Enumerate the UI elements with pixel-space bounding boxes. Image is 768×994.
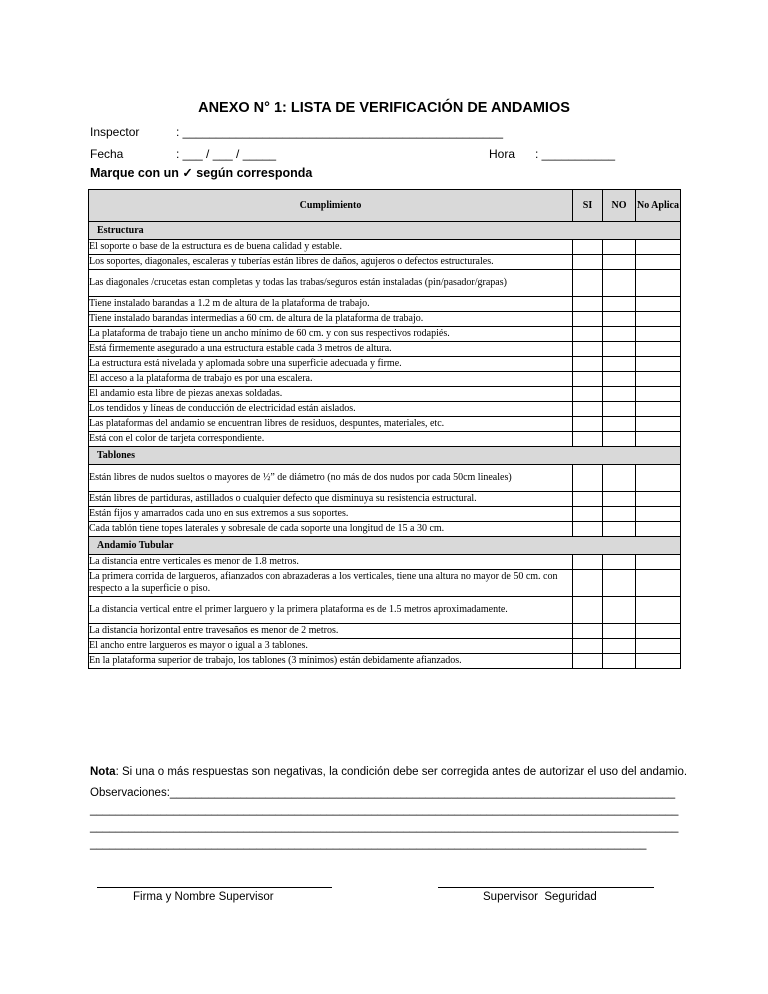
table-row xyxy=(89,402,681,417)
hora-field[interactable]: : ___________ xyxy=(535,147,616,161)
table-row xyxy=(89,465,681,492)
checkbox-si[interactable] xyxy=(573,240,603,255)
table-row xyxy=(89,372,681,387)
checkbox-no[interactable] xyxy=(603,432,636,447)
checklist-item-text: La distancia entre verticales es menor de 1.8 metros. xyxy=(89,555,573,570)
checkbox-no-aplica[interactable] xyxy=(636,492,681,507)
checkbox-no-aplica[interactable] xyxy=(636,417,681,432)
checkbox-no-aplica[interactable] xyxy=(636,372,681,387)
checklist-item-text: Las diagonales /crucetas estan completas y todas las trabas/seguros están instaladas (pin/pasador/grapas) xyxy=(89,270,573,297)
instruction-text: Marque con un ✓ según corresponda xyxy=(90,166,313,180)
section-row xyxy=(89,222,681,240)
checkbox-no[interactable] xyxy=(603,492,636,507)
checkbox-si[interactable] xyxy=(573,255,603,270)
checklist-item-text: El soporte o base de la estructura es de buena calidad y estable. xyxy=(89,240,573,255)
table-row xyxy=(89,492,681,507)
checkbox-no[interactable] xyxy=(603,255,636,270)
checkbox-si[interactable] xyxy=(573,570,603,597)
checkbox-no[interactable] xyxy=(603,342,636,357)
checkbox-si[interactable] xyxy=(573,387,603,402)
table-row xyxy=(89,432,681,447)
checkbox-no[interactable] xyxy=(603,387,636,402)
checkbox-no[interactable] xyxy=(603,417,636,432)
table-row xyxy=(89,387,681,402)
checklist-item-text: Está firmemente asegurado a una estructura estable cada 3 metros de altura. xyxy=(89,342,573,357)
checkbox-si[interactable] xyxy=(573,555,603,570)
checkbox-si[interactable] xyxy=(573,417,603,432)
checklist-item-text: La primera corrida de largueros, afianzados con abrazaderas a los verticales, tiene una altura no mayor de 50 cm. con respecto a la superficie o piso. xyxy=(89,570,573,597)
checkbox-si[interactable] xyxy=(573,327,603,342)
header-no-aplica: No Aplica xyxy=(636,190,681,222)
checkbox-no[interactable] xyxy=(603,555,636,570)
table-row xyxy=(89,522,681,537)
table-row xyxy=(89,507,681,522)
checklist-item-text: La distancia horizontal entre travesaños es menor de 2 metros. xyxy=(89,624,573,639)
checkbox-no-aplica[interactable] xyxy=(636,555,681,570)
checklist-item-text: Los soportes, diagonales, escaleras y tuberías están libres de daños, agujeros o defectos estructurales. xyxy=(89,255,573,270)
checkbox-si[interactable] xyxy=(573,402,603,417)
checkbox-no-aplica[interactable] xyxy=(636,507,681,522)
checklist-item-text: El acceso a la plataforma de trabajo es por una escalera. xyxy=(89,372,573,387)
section-title: Tablones xyxy=(89,447,681,465)
checkbox-si[interactable] xyxy=(573,465,603,492)
checkbox-no[interactable] xyxy=(603,402,636,417)
checkbox-si[interactable] xyxy=(573,507,603,522)
checkbox-si[interactable] xyxy=(573,312,603,327)
signature-label-supervisor: Firma y Nombre Supervisor xyxy=(133,891,274,903)
inspector-label: Inspector xyxy=(90,125,140,139)
fecha-field[interactable]: : ___ / ___ / _____ xyxy=(176,147,277,161)
checklist-item-text: En la plataforma superior de trabajo, los tablones (3 mínimos) están debidamente afianzados. xyxy=(89,654,573,669)
checklist-item-text: Los tendidos y líneas de conducción de electricidad están aislados. xyxy=(89,402,573,417)
note-label: Nota xyxy=(90,766,116,778)
table-row xyxy=(89,624,681,639)
checklist-item-text: Las plataformas del andamio se encuentran libres de residuos, despuntes, materiales, etc. xyxy=(89,417,573,432)
checkbox-si[interactable] xyxy=(573,297,603,312)
table-row xyxy=(89,255,681,270)
checkbox-no-aplica[interactable] xyxy=(636,327,681,342)
checkbox-no-aplica[interactable] xyxy=(636,270,681,297)
section-title: Estructura xyxy=(89,222,681,240)
hora-label: Hora xyxy=(489,147,516,161)
note-text: : Si una o más respuestas son negativas, la condición debe ser corregida antes de autorizar el uso del andamio. xyxy=(115,766,688,778)
table-row xyxy=(89,297,681,312)
checkbox-no[interactable] xyxy=(603,270,636,297)
checkbox-no-aplica[interactable] xyxy=(636,312,681,327)
checkbox-no[interactable] xyxy=(603,639,636,654)
observations-lines[interactable]: ______________________________________________________________________________________________________________________________________________________________________________________________________________________________________________________________________________________________________________________________________________________________ xyxy=(90,787,679,850)
checkbox-no-aplica[interactable] xyxy=(636,654,681,669)
table-row xyxy=(89,639,681,654)
signature-label-seguridad: Supervisor Seguridad xyxy=(483,891,597,903)
checkbox-no-aplica[interactable] xyxy=(636,402,681,417)
checkbox-si[interactable] xyxy=(573,357,603,372)
checklist-body xyxy=(89,222,681,669)
checkbox-si[interactable] xyxy=(573,654,603,669)
checkbox-no-aplica[interactable] xyxy=(636,465,681,492)
table-row xyxy=(89,555,681,570)
table-row xyxy=(89,357,681,372)
section-title: Andamio Tubular xyxy=(89,537,681,555)
checklist-item-text: La estructura está nivelada y aplomada sobre una superficie adecuada y firme. xyxy=(89,357,573,372)
header-si: SI xyxy=(573,190,603,222)
checkbox-no-aplica[interactable] xyxy=(636,570,681,597)
checklist-item-text: La distancia vertical entre el primer larguero y la primera plataforma es de 1.5 metros aproximadamente. xyxy=(89,597,573,624)
checkbox-no[interactable] xyxy=(603,597,636,624)
observations-label: Observaciones: xyxy=(90,787,170,799)
checklist-item-text: La plataforma de trabajo tiene un ancho mínimo de 60 cm. y con sus respectivos rodapiés. xyxy=(89,327,573,342)
checkbox-si[interactable] xyxy=(573,624,603,639)
header-cumplimiento: Cumplimiento xyxy=(89,190,573,222)
checklist-item-text: Cada tablón tiene topes laterales y sobresale de cada soporte una longitud de 15 a 30 cm. xyxy=(89,522,573,537)
signature-line-supervisor[interactable] xyxy=(97,887,332,888)
signature-line-seguridad[interactable] xyxy=(438,887,654,888)
checkbox-si[interactable] xyxy=(573,432,603,447)
table-row xyxy=(89,570,681,597)
checklist-item-text: Tiene instalado barandas a 1.2 m de altura de la plataforma de trabajo. xyxy=(89,297,573,312)
checkbox-no-aplica[interactable] xyxy=(636,357,681,372)
checkbox-no[interactable] xyxy=(603,654,636,669)
checkbox-si[interactable] xyxy=(573,342,603,357)
note xyxy=(90,766,687,778)
checklist-item-text: El andamio esta libre de piezas anexas soldadas. xyxy=(89,387,573,402)
checkbox-no-aplica[interactable] xyxy=(636,624,681,639)
checkbox-no-aplica[interactable] xyxy=(636,342,681,357)
section-row xyxy=(89,447,681,465)
checkbox-no[interactable] xyxy=(603,624,636,639)
checklist-item-text: El ancho entre largueros es mayor o igual a 3 tablones. xyxy=(89,639,573,654)
table-row xyxy=(89,417,681,432)
checkbox-no[interactable] xyxy=(603,297,636,312)
checkbox-no-aplica[interactable] xyxy=(636,639,681,654)
checkbox-no[interactable] xyxy=(603,507,636,522)
checkbox-no-aplica[interactable] xyxy=(636,432,681,447)
checkbox-no-aplica[interactable] xyxy=(636,597,681,624)
checkbox-no[interactable] xyxy=(603,240,636,255)
table-row xyxy=(89,342,681,357)
checkbox-no-aplica[interactable] xyxy=(636,522,681,537)
checklist-item-text: Están libres de nudos sueltos o mayores de ½” de diámetro (no más de dos nudos por cada 50cm lineales) xyxy=(89,465,573,492)
table-row xyxy=(89,327,681,342)
table-row xyxy=(89,597,681,624)
checkbox-no-aplica[interactable] xyxy=(636,297,681,312)
checklist-table xyxy=(88,189,681,669)
table-row xyxy=(89,654,681,669)
checkbox-si[interactable] xyxy=(573,597,603,624)
checklist-item-text: Están fijos y amarrados cada uno en sus extremos a sus soportes. xyxy=(89,507,573,522)
checkbox-no[interactable] xyxy=(603,570,636,597)
checklist-item-text: Tiene instalado barandas intermedias a 60 cm. de altura de la plataforma de trabajo. xyxy=(89,312,573,327)
checkbox-no[interactable] xyxy=(603,372,636,387)
document-title: ANEXO N° 1: LISTA DE VERIFICACIÓN DE ANDAMIOS xyxy=(198,100,570,116)
table-row xyxy=(89,240,681,255)
table-row xyxy=(89,312,681,327)
checkbox-si[interactable] xyxy=(573,270,603,297)
checkbox-si[interactable] xyxy=(573,372,603,387)
checkbox-no[interactable] xyxy=(603,327,636,342)
section-row xyxy=(89,537,681,555)
checkbox-no-aplica[interactable] xyxy=(636,240,681,255)
checkbox-no-aplica[interactable] xyxy=(636,255,681,270)
checkbox-no[interactable] xyxy=(603,465,636,492)
checkbox-si[interactable] xyxy=(573,492,603,507)
inspector-field[interactable]: : ________________________________________________ xyxy=(176,125,504,139)
checkbox-si[interactable] xyxy=(573,522,603,537)
checkbox-si[interactable] xyxy=(573,639,603,654)
fecha-label: Fecha xyxy=(90,147,124,161)
checkbox-no[interactable] xyxy=(603,357,636,372)
table-row xyxy=(89,270,681,297)
checkbox-no-aplica[interactable] xyxy=(636,387,681,402)
header-no: NO xyxy=(603,190,636,222)
checklist-item-text: Está con el color de tarjeta correspondiente. xyxy=(89,432,573,447)
checkbox-no[interactable] xyxy=(603,522,636,537)
observations[interactable] xyxy=(90,785,680,853)
checkbox-no[interactable] xyxy=(603,312,636,327)
checklist-item-text: Están libres de partiduras, astillados o cualquier defecto que disminuya su resistencia estructural. xyxy=(89,492,573,507)
